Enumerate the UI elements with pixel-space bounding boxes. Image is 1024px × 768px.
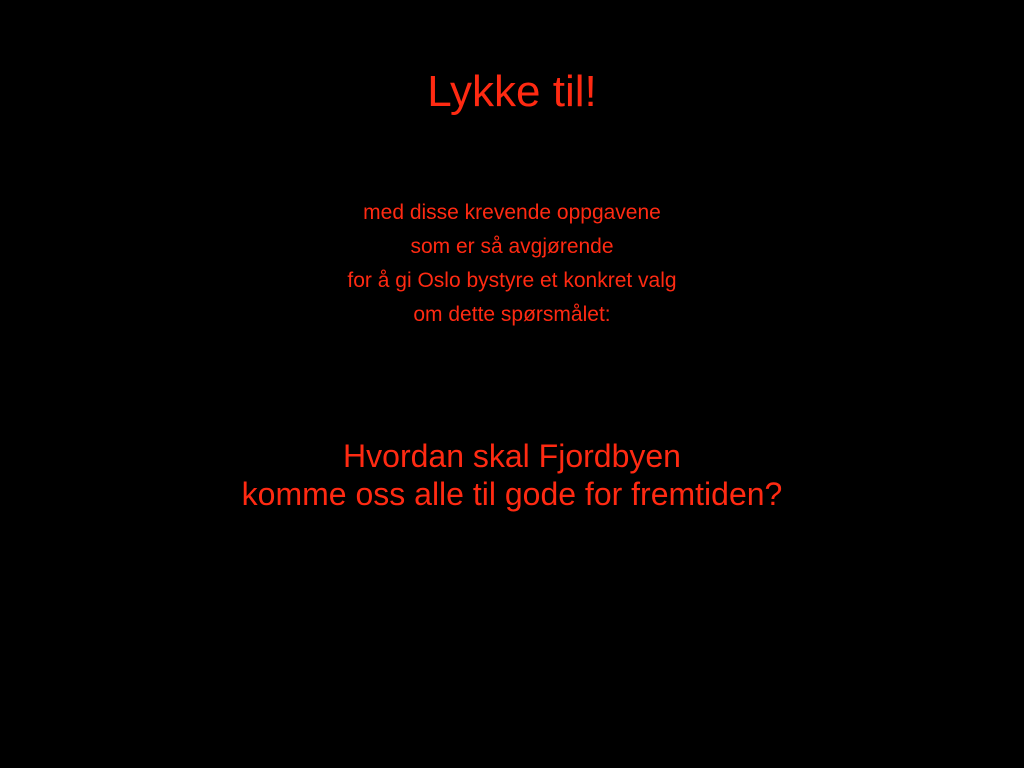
subtitle-line: om dette spørsmålet: [413,303,611,326]
slide-subtitle [0,196,1024,332]
slide-question [0,437,1024,513]
question-line: komme oss alle til gode for fremtiden? [241,476,783,512]
subtitle-line: for å gi Oslo bystyre et konkret valg [347,269,677,292]
slide-title: Lykke til! [427,67,597,116]
question-line: Hvordan skal Fjordbyen [343,438,681,474]
subtitle-line: med disse krevende oppgavene [363,201,661,224]
subtitle-line: som er så avgjørende [410,235,614,258]
